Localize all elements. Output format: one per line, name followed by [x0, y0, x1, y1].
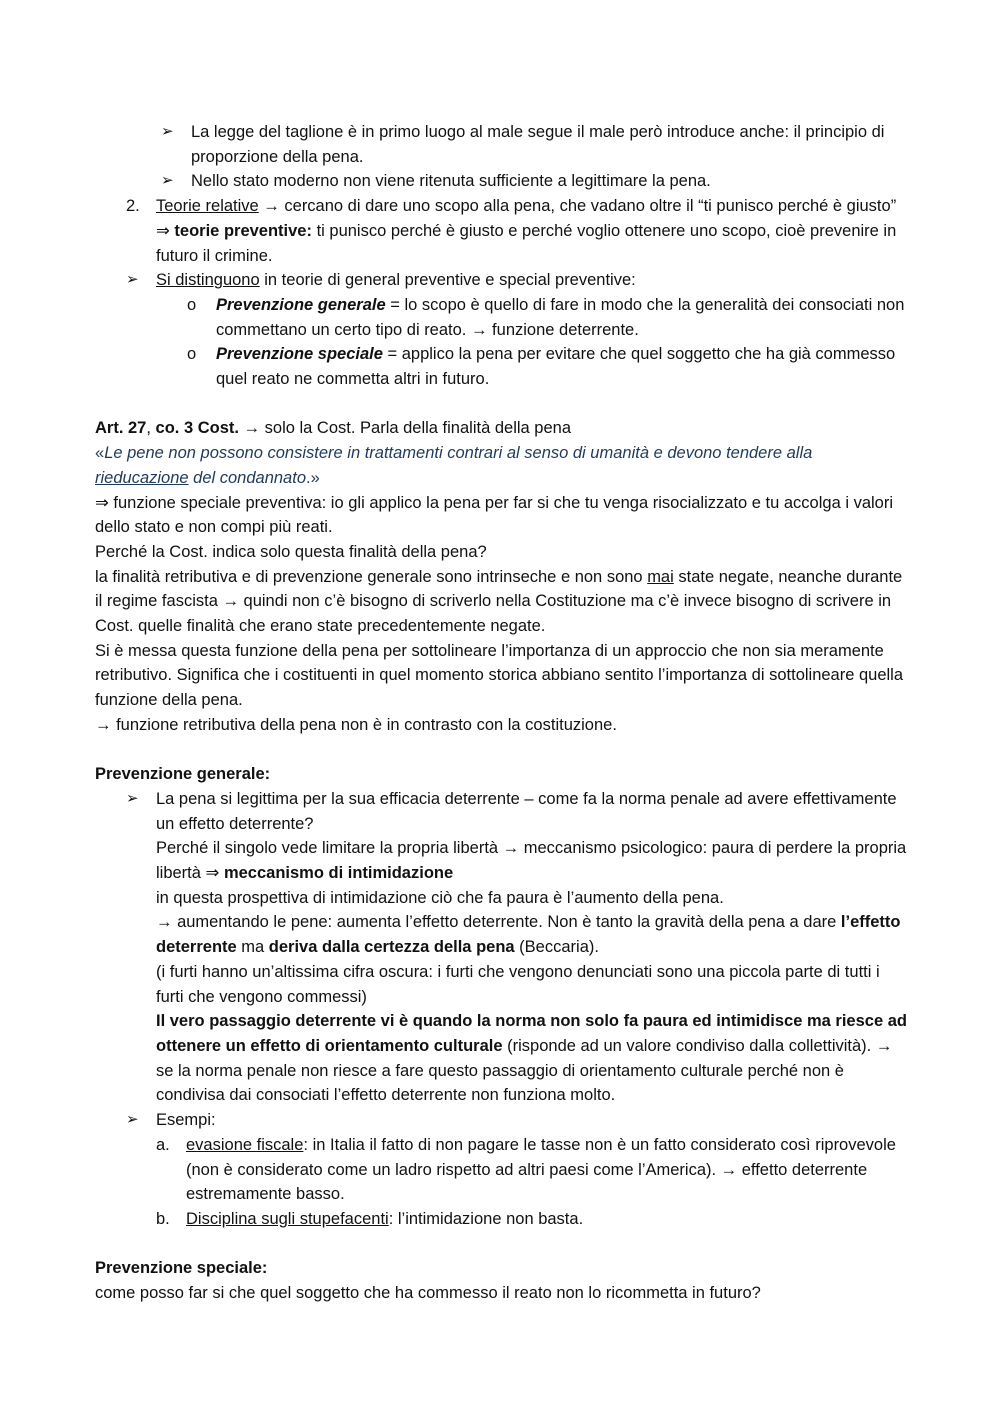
example-term: evasione fiscale [186, 1135, 304, 1154]
quote-text: del condannato [188, 468, 306, 487]
bullet-text: Esempi: [156, 1111, 216, 1130]
article-line [95, 416, 910, 441]
sub-list-item [95, 342, 910, 391]
constitution-quote [95, 441, 910, 490]
quote-close: .» [306, 468, 320, 487]
item-text: ti punisco perché è giusto e perché voglio ottenere uno scopo, cioè prevenire in futuro il crimine. [156, 221, 897, 265]
sub-item-term: Prevenzione generale [216, 295, 386, 314]
bullet-bold: l’effetto deterrente [156, 913, 901, 957]
bullet-paragraph: in questa prospettiva di intimidazione ciò che fa paura è l’aumento della pena. [156, 888, 724, 907]
quote-text: Le pene non possono consistere in trattamenti contrari al senso di umanità e devono tendere alla [104, 444, 813, 463]
circle-bullet-icon: o [187, 295, 197, 314]
bullet-paragraph: La pena si legittima per la sua efficacia deterrente – come fa la norma penale ad avere effettivamente un effetto deterrente? [156, 789, 897, 833]
quote-open: « [95, 444, 105, 463]
paragraph-text: state negate, neanche durante il regime fascista → quindi non c’è bisogno di scriverlo nella Costituzione ma c’è invece bisogno di scrivere in Cost. quelle finalità che erano state precedentemente negate. [95, 567, 903, 636]
paragraph: Si è messa questa funzione della pena per sottolineare l’importanza di un approccio che non sia meramente retributivo. Significa che i costituenti in quel momento storica abbiano sentito l’importanza di sottolineare quella funzione della pena. [95, 641, 904, 710]
arrowhead-bullet-icon: ➢ [126, 1111, 139, 1129]
article-ref: co. 3 Cost. [155, 419, 239, 438]
example-term: Disciplina sugli stupefacenti [186, 1209, 389, 1228]
item-number: 2. [126, 197, 140, 216]
bullet-paragraph [156, 836, 910, 885]
sub-item-term: Prevenzione speciale [216, 345, 383, 364]
bullet-text: (risponde ad un valore condiviso dalla collettività). → se la norma penale non riesce a fare questo passaggio di orientamento culturale perché non è condivisa dai consociati l’effetto deterrente non funziona molto. [156, 1036, 893, 1105]
item-text: → cercano di dare uno scopo alla pena, che vadano oltre il “ti punisco perché è giusto” ⇒ [156, 197, 897, 240]
arrowhead-bullet-icon: ➢ [126, 271, 139, 289]
numbered-item [95, 194, 910, 268]
bullet-text: ma [236, 938, 269, 957]
spacer [95, 738, 910, 763]
item-text: in teorie di general preventive e special preventive: [259, 271, 636, 290]
spacer [95, 1232, 910, 1257]
paragraph-text: la finalità retributiva e di prevenzione generale sono intrinseche e non sono [95, 567, 648, 586]
bullet-bold: Il vero passaggio deterrente vi è quando la norma non solo fa paura ed intimidisce ma riesce ad ottenere un effetto di orientamento culturale [156, 1012, 907, 1055]
bullet-paragraph [156, 910, 910, 959]
list-item [95, 169, 910, 194]
example-text: : in Italia il fatto di non pagare le tasse non è un fatto considerato così riprovevole (non è considerato come un ladro rispetto ad altri paesi come l’America). → effetto deterrente estremamente basso. [186, 1135, 896, 1204]
article-ref: Art. 27 [95, 419, 147, 438]
example-letter: b. [156, 1209, 170, 1228]
list-item [95, 1108, 910, 1133]
example-item [95, 1207, 910, 1232]
circle-bullet-icon: o [187, 345, 197, 364]
example-item [95, 1133, 910, 1207]
example-letter: a. [156, 1135, 170, 1154]
arrowhead-bullet-icon: ➢ [126, 789, 139, 807]
example-text: : l’intimidazione non basta. [388, 1209, 584, 1228]
sub-item-text: = applico la pena per evitare che quel soggetto che ha già commesso quel reato ne commetta altri in futuro. [216, 345, 896, 389]
bullet-text: La legge del taglione è in primo luogo al male segue il male però introduce anche: il principio di proporzione della pena. [191, 123, 885, 166]
paragraph-underlined: mai [647, 567, 674, 586]
bullet-text: (Beccaria). [514, 938, 599, 957]
item-bold: teorie preventive: [174, 221, 312, 240]
spacer [95, 392, 910, 417]
article-sep: , [146, 419, 156, 438]
paragraph [95, 565, 910, 639]
bullet-text: Perché il singolo vede limitare la propria libertà → meccanismo psicologico: paura di perdere la propria libertà ⇒ [156, 839, 907, 883]
arrowhead-bullet-icon: ➢ [161, 172, 174, 190]
section-heading: Prevenzione generale: [95, 765, 271, 784]
list-item [95, 787, 910, 1108]
quote-underlined: rieducazione [95, 468, 189, 487]
list-item [95, 120, 910, 169]
paragraph: Perché la Cost. indica solo questa finalità della pena? [95, 542, 487, 561]
sub-list-item [95, 293, 910, 342]
paragraph: → funzione retributiva della pena non è in contrasto con la costituzione. [95, 715, 617, 734]
paragraph: come posso far si che quel soggetto che ha commesso il reato non lo ricommetta in futuro? [95, 1284, 761, 1302]
section-heading: Prevenzione speciale: [95, 1259, 268, 1278]
document-body [95, 120, 910, 1306]
sub-item-text: = lo scopo è quello di fare in modo che la generalità dei consociati non commettano un certo tipo di reato. → funzione deterrente. [216, 295, 905, 339]
bullet-text: Nello stato moderno non viene ritenuta sufficiente a legittimare la pena. [191, 172, 711, 191]
article-text: → solo la Cost. Parla della finalità della pena [238, 419, 571, 438]
bullet-text: → aumentando le pene: aumenta l’effetto deterrente. Non è tanto la gravità della pena a dare [156, 913, 841, 932]
item-term: Si distinguono [156, 271, 260, 290]
bullet-bold: deriva dalla certezza della pena [268, 938, 515, 957]
bullet-bold: meccanismo di intimidazione [223, 864, 454, 883]
arrowhead-bullet-icon: ➢ [161, 123, 174, 140]
item-term: Teorie relative [156, 197, 259, 216]
list-item [95, 268, 910, 293]
bullet-paragraph [156, 1009, 910, 1108]
paragraph: ⇒ funzione speciale preventiva: io gli applico la pena per far si che tu venga risocializzato e tu accolga i valori dello stato e non compi più reati. [95, 493, 894, 537]
bullet-paragraph: (i furti hanno un’altissima cifra oscura: i furti che vengono denunciati sono una piccola parte di tutti i furti che vengono commessi) [156, 962, 880, 1006]
